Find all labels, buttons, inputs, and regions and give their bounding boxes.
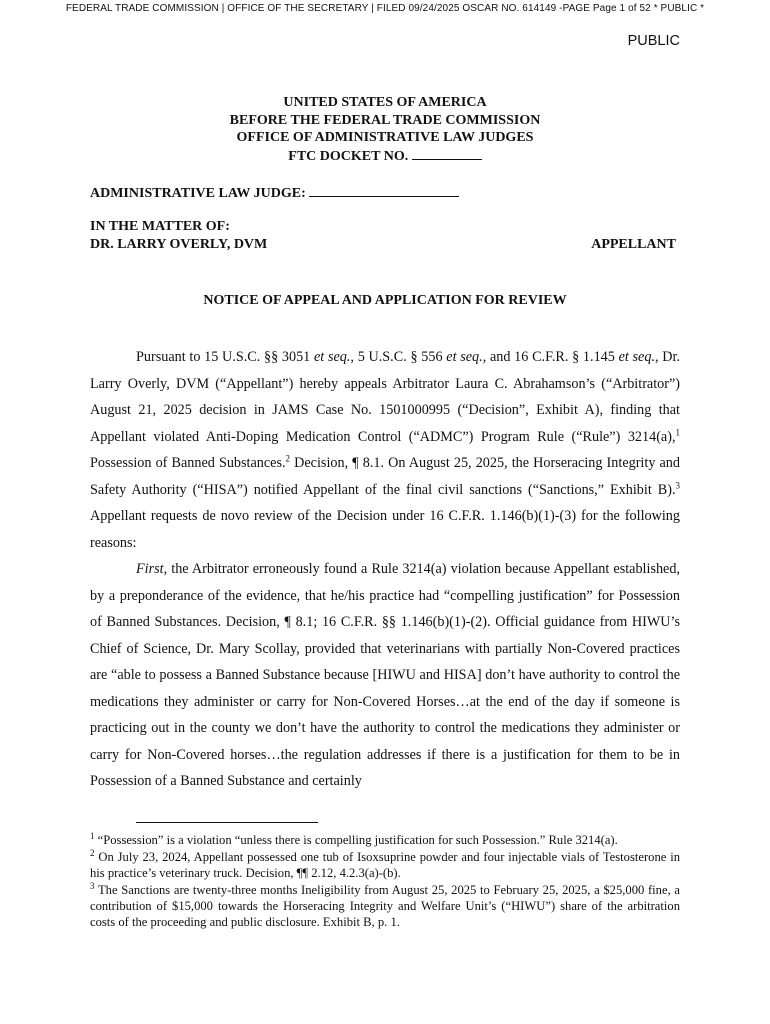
text-run: , 5 U.S.C. § 556 xyxy=(350,349,447,365)
footnote-text: “Possession” is a violation “unless there is compelling justification for such Possession.” Rule 3214(a). xyxy=(94,833,618,847)
text-run: , Dr. Larry Overly, DVM (“Appellant”) hereby appeals Arbitrator Laura C. Abrahamson’s (“Arbitrator”) August 21, 2025 decision in JAMS Case No. 1501000995 (“Decision”, Exhibit A), finding that Appellant violated Anti-Doping Medication Control (“ADMC”) Program Rule (“Rule”) 3214(a), xyxy=(90,349,680,445)
matter-party-row xyxy=(90,236,676,254)
document-body xyxy=(90,344,680,795)
text-run: Appellant requests de novo review of the Decision under 16 C.F.R. 1.146(b)(1)-(3) for the following reasons: xyxy=(90,508,680,551)
footnote-ref-1: 1 xyxy=(675,426,680,437)
matter-block xyxy=(90,218,676,254)
footnote-3 xyxy=(90,882,680,931)
docket-number xyxy=(0,147,770,166)
alj-line xyxy=(90,184,459,202)
footnote-ref-3: 3 xyxy=(675,479,680,490)
text-run: , and 16 C.F.R. § 1.145 xyxy=(482,349,619,365)
filing-stamp-header: FEDERAL TRADE COMMISSION | OFFICE OF THE SECRETARY | FILED 09/24/2025 OSCAR NO. 614149 -PAGE Page 1 of 52 * PUBLIC * xyxy=(65,3,705,14)
italic-run: et seq. xyxy=(618,349,655,365)
footnote-number: 3 xyxy=(90,880,95,891)
body-paragraph-1 xyxy=(90,344,680,556)
italic-run: et seq. xyxy=(446,349,483,365)
text-run: Decision, ¶ 8.1. On August 25, 2025, the Horseracing Integrity and Safety Authority (“HISA”) notified Appellant of the final civil sanctions (“Sanctions,” Exhibit B). xyxy=(90,455,680,498)
caption-line-country: UNITED STATES OF AMERICA xyxy=(283,95,487,110)
document-title: NOTICE OF APPEAL AND APPLICATION FOR REVIEW xyxy=(203,293,567,308)
matter-label: IN THE MATTER OF: xyxy=(90,219,230,234)
text-run: Possession of Banned Substances. xyxy=(90,455,286,471)
body-paragraph-2 xyxy=(90,556,680,795)
italic-run: et seq. xyxy=(314,349,351,365)
text-run: , the Arbitrator erroneously found a Rule 3214(a) violation because Appellant established, by a preponderance of the evidence, that he/his practice had “compelling justification” for Possession of Banned Substances. Decision, ¶ 8.1; 16 C.F.R. §§ 1.146(b)(1)-(2). Official guidance from HIWU’s Chief of Science, Dr. Mary Scollay, provided that veterinarians with partially Non-Covered practices are “able to possess a Banned Substance because [HIWU and HISA] don’t have authority to control the medications they administer or carry for Non-Covered Horses…at the end of the day if someone is practicing out in the county we don’t have the authority to control the medications they administer or carry for Non-Covered horses…the regulation addresses if there is a justification for them to be in Possession of a Banned Substance and certainly xyxy=(90,561,680,789)
alj-blank xyxy=(309,184,459,197)
text-run: Pursuant to 15 U.S.C. §§ 3051 xyxy=(136,349,314,365)
footnote-text: On July 23, 2024, Appellant possessed one tub of Isoxsuprine powder and four injectable vials of Testosterone in his practice’s veterinary truck. Decision, ¶¶ 2.12, 4.2.3(a)-(b). xyxy=(90,849,680,881)
party-role: APPELLANT xyxy=(591,237,676,252)
footnote-text: The Sanctions are twenty-three months Ineligibility from August 25, 2025 to February 25, 2025, a $25,000 fine, a contribution of $15,000 towards the Horseracing Integrity and Welfare Unit’s (“HIWU”) share of the arbitration costs of the proceeding and public disclosure. Exhibit B, p. 1. xyxy=(90,882,680,930)
party-name: DR. LARRY OVERLY, DVM xyxy=(90,237,268,252)
alj-label: ADMINISTRATIVE LAW JUDGE: xyxy=(90,186,306,201)
case-caption xyxy=(0,94,770,165)
caption-line-commission: BEFORE THE FEDERAL TRADE COMMISSION xyxy=(229,112,541,128)
footnote-number: 1 xyxy=(90,830,95,841)
footnote-number: 2 xyxy=(90,847,95,858)
caption-line-office: OFFICE OF ADMINISTRATIVE LAW JUDGES xyxy=(236,130,534,145)
footnote-ref-2: 2 xyxy=(285,453,291,464)
public-label: PUBLIC xyxy=(627,33,680,49)
italic-run: First xyxy=(136,561,164,577)
footnote-2 xyxy=(90,849,680,882)
docket-label: FTC DOCKET NO. xyxy=(288,148,409,164)
footnote-divider xyxy=(136,822,318,823)
footnotes xyxy=(90,832,680,931)
footnote-1 xyxy=(90,832,680,848)
docket-blank xyxy=(412,147,482,160)
